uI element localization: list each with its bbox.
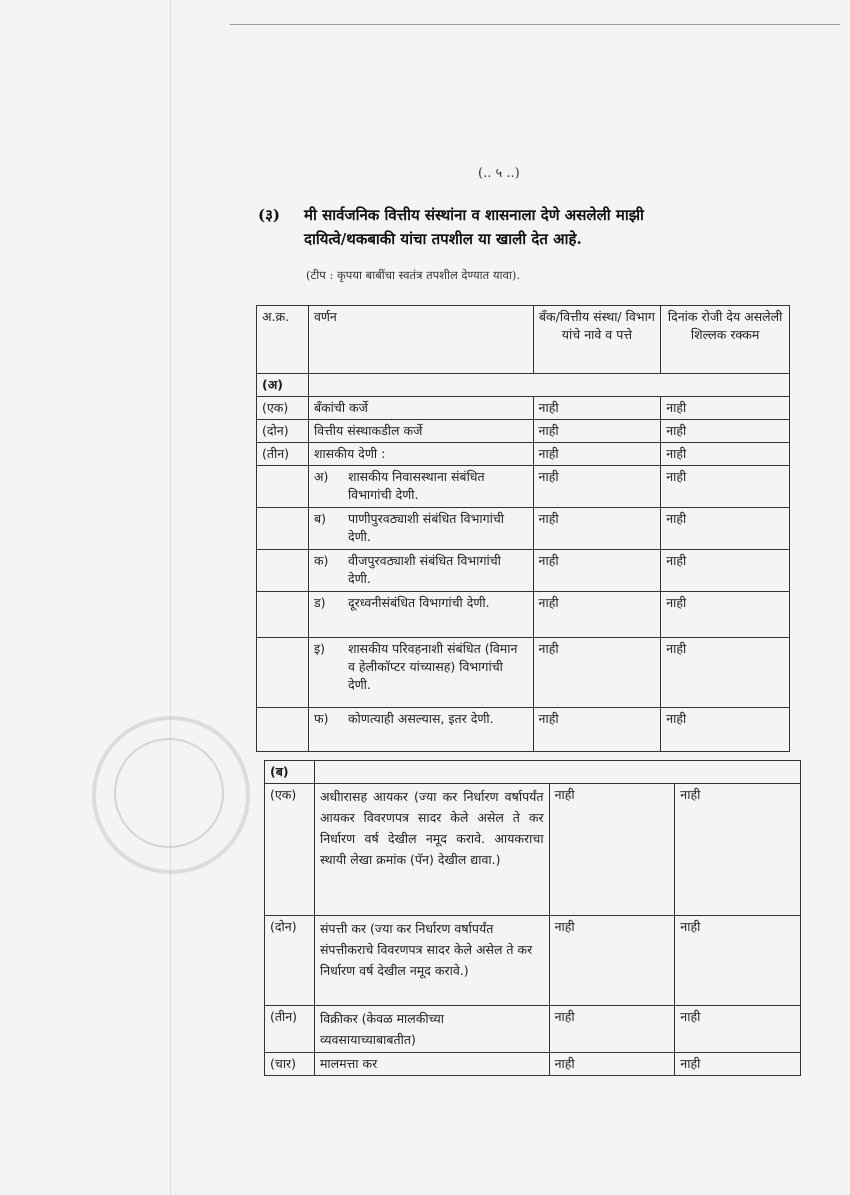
row-amount: नाही xyxy=(661,443,790,466)
row-number: (तीन) xyxy=(265,1006,315,1053)
row-amount: नाही xyxy=(675,916,801,1006)
sub-letter: अ) xyxy=(313,469,329,484)
header-description: वर्णन xyxy=(308,306,533,374)
sub-letter: ड) xyxy=(313,595,326,610)
row-description: मालमत्ता कर xyxy=(314,1053,549,1076)
row-bank: नाही xyxy=(533,508,661,550)
section-b-row xyxy=(265,761,801,784)
row-bank: नाही xyxy=(533,420,661,443)
row-description: संपत्ती कर (ज्या कर निर्धारण वर्षापर्यंत संपत्तीकराचे विवरणपत्र सादर केले असेल ते कर निर्धारण वर्ष देखील नमूद करावे.) xyxy=(314,916,549,1006)
note-text: (टीप : कृपया बाबींचा स्वतंत्र तपशील देण्यात यावा). xyxy=(306,268,521,282)
table-row xyxy=(257,550,790,592)
table-row xyxy=(257,397,790,420)
row-amount: नाही xyxy=(661,708,790,752)
table-header-row xyxy=(257,306,790,374)
row-amount: नाही xyxy=(675,1006,801,1053)
sub-description: शासकीय निवासस्थाना संबंधित विभागांची देणी. xyxy=(347,469,485,502)
row-number-empty xyxy=(257,708,309,752)
sub-description: कोणत्याही असल्यास, इतर देणी. xyxy=(347,711,494,726)
table-row xyxy=(257,592,790,638)
sub-letter: इ) xyxy=(313,641,325,656)
table-row xyxy=(265,916,801,1006)
row-amount: नाही xyxy=(661,420,790,443)
header-serial: अ.क्र. xyxy=(257,306,309,374)
row-description: बँकांची कर्जे xyxy=(308,397,533,420)
row-description xyxy=(308,638,533,708)
row-bank: नाही xyxy=(533,592,661,638)
row-amount: नाही xyxy=(661,592,790,638)
row-number: (एक) xyxy=(257,397,309,420)
row-number: (एक) xyxy=(265,784,315,916)
row-number: (चार) xyxy=(265,1053,315,1076)
row-number-empty xyxy=(257,592,309,638)
liabilities-table-part-2 xyxy=(264,760,801,1076)
section-a-row xyxy=(257,374,790,397)
office-stamp xyxy=(92,716,250,874)
section-a-label: (अ) xyxy=(257,374,309,397)
row-bank: नाही xyxy=(533,397,661,420)
row-amount: नाही xyxy=(661,508,790,550)
row-description xyxy=(308,466,533,508)
row-description: वित्तीय संस्थाकडील कर्जे xyxy=(308,420,533,443)
row-bank: नाही xyxy=(549,916,675,1006)
row-bank: नाही xyxy=(533,443,661,466)
row-description xyxy=(308,550,533,592)
row-amount: नाही xyxy=(661,397,790,420)
row-bank: नाही xyxy=(533,550,661,592)
sub-letter: फ) xyxy=(313,711,329,726)
row-bank: नाही xyxy=(549,784,675,916)
page-number: (.. ५ ..) xyxy=(478,166,520,181)
row-number: (तीन) xyxy=(257,443,309,466)
row-bank: नाही xyxy=(533,466,661,508)
table-row xyxy=(257,420,790,443)
row-number-empty xyxy=(257,466,309,508)
sub-letter: क) xyxy=(313,553,329,568)
row-bank: नाही xyxy=(533,638,661,708)
row-description: अधीारासह आयकर (ज्या कर निर्धारण वर्षापर्यंत आयकर विवरणपत्र सादर केले असेल ते कर निर्धारण वर्ष देखील नमूद करावे. आयकराचा स्थायी लेखा क्रमांक (पॅन) देखील द्यावा.) xyxy=(314,784,549,916)
sub-description: पाणीपुरवठ्याशी संबंधित विभागांची देणी. xyxy=(347,511,505,544)
row-bank: नाही xyxy=(549,1053,675,1076)
heading-line-2: दायित्वे/थकबाकी यांचा तपशील या खाली देत आहे. xyxy=(304,230,582,248)
table-row xyxy=(265,1053,801,1076)
row-number-empty xyxy=(257,508,309,550)
table-row xyxy=(257,443,790,466)
row-bank: नाही xyxy=(533,708,661,752)
sub-description: वीजपुरवठ्याशी संबंधित विभागांची देणी. xyxy=(347,553,501,586)
row-description xyxy=(308,508,533,550)
table-row xyxy=(265,1006,801,1053)
header-bank: बँक/वित्तीय संस्था/ विभाग यांचे नावे व पत्ते xyxy=(533,306,661,374)
row-description xyxy=(308,708,533,752)
table-row xyxy=(257,508,790,550)
row-description: विक्रीकर (केवळ मालकीच्या व्यवसायाच्याबाबतीत) xyxy=(314,1006,549,1053)
table-row xyxy=(257,638,790,708)
row-amount: नाही xyxy=(661,638,790,708)
row-description: शासकीय देणी : xyxy=(308,443,533,466)
row-amount: नाही xyxy=(675,1053,801,1076)
sub-description: शासकीय परिवहनाशी संबंधित (विमान व हेलीकॉप्टर यांच्यासह) विभागांची देणी. xyxy=(347,641,518,692)
row-amount: नाही xyxy=(661,550,790,592)
heading-number: (३) xyxy=(258,206,280,224)
row-description xyxy=(308,592,533,638)
header-amount: दिनांक रोजी देय असलेली शिल्लक रक्कम xyxy=(661,306,790,374)
table-row xyxy=(257,708,790,752)
table-row xyxy=(257,466,790,508)
row-number: (दोन) xyxy=(257,420,309,443)
sub-letter: ब) xyxy=(313,511,326,526)
sub-description: दूरध्वनीसंबंधित विभागांची देणी. xyxy=(347,595,490,610)
page-top-edge xyxy=(230,24,840,25)
row-amount: नाही xyxy=(661,466,790,508)
table-row xyxy=(265,784,801,916)
section-b-empty xyxy=(314,761,800,784)
row-number-empty xyxy=(257,550,309,592)
section-a-empty xyxy=(308,374,789,397)
section-b-label: (ब) xyxy=(265,761,315,784)
row-bank: नाही xyxy=(549,1006,675,1053)
heading-line-1: मी सार्वजनिक वित्तीय संस्थांना व शासनाला देणे असलेली माझी xyxy=(304,206,644,224)
liabilities-table-part-1 xyxy=(256,305,790,752)
row-number: (दोन) xyxy=(265,916,315,1006)
page-fold-line xyxy=(170,0,171,1195)
row-amount: नाही xyxy=(675,784,801,916)
row-number-empty xyxy=(257,638,309,708)
